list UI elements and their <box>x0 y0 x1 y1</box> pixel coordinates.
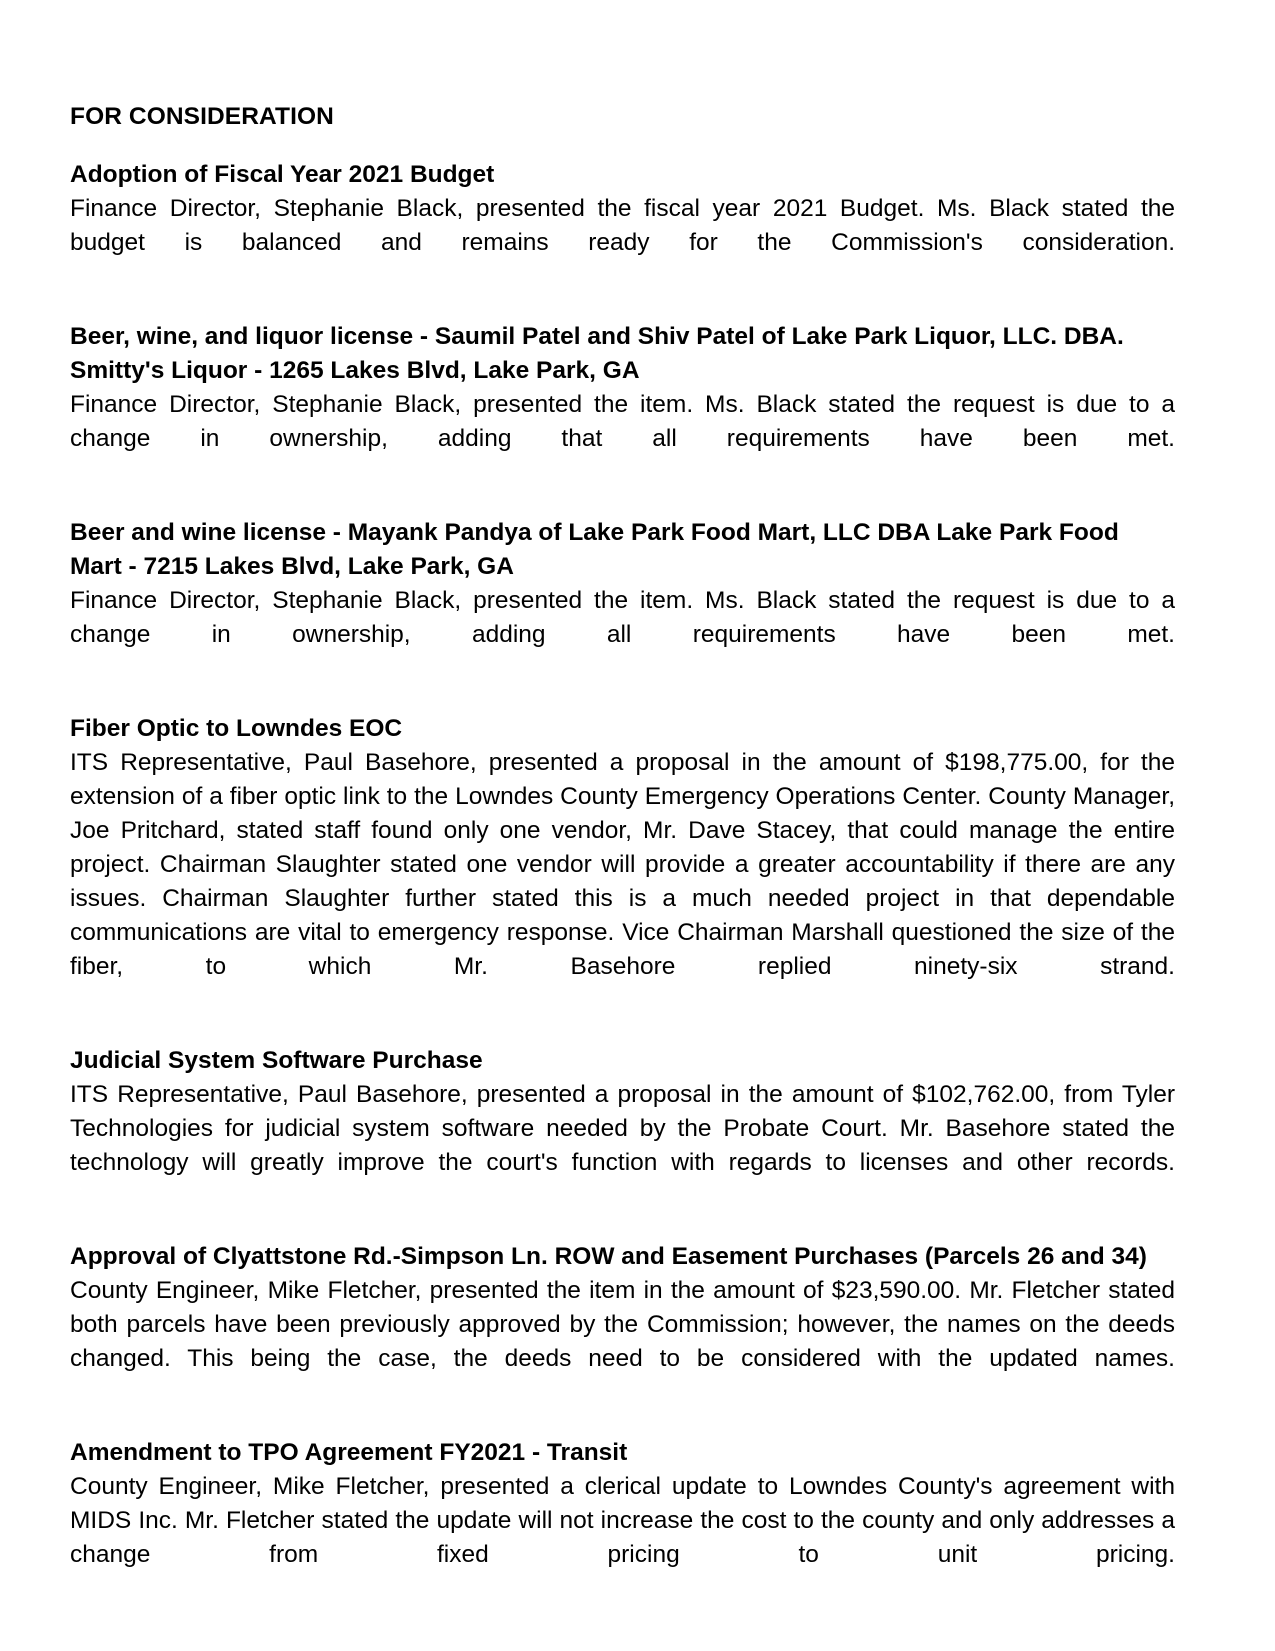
section-body: Finance Director, Stephanie Black, presented the fiscal year 2021 Budget. Ms. Black stated the budget is balanced and remains ready for the Commission's consideration. <box>70 195 1175 256</box>
section-body: ITS Representative, Paul Basehore, presented a proposal in the amount of $102,762.00, from Tyler Technologies for judicial system software needed by the Probate Court. Mr. Basehore stated the technology will greatly improve the court's function with regards to licenses and other records. <box>70 1081 1175 1176</box>
section-heading: Beer, wine, and liquor license - Saumil Patel and Shiv Patel of Lake Park Liquor, LLC. DBA. Smitty's Liquor - 1265 Lakes Blvd, Lake Park, GA <box>70 323 1124 384</box>
section-body: ITS Representative, Paul Basehore, presented a proposal in the amount of $198,775.00, for the extension of a fiber optic link to the Lowndes County Emergency Operations Center. County Manager, Joe Pritchard, stated staff found only one vendor, Mr. Dave Stacey, that could manage the entire project. Chairman Slaughter stated one vendor will provide a greater accountability if there are any issues. Chairman Slaughter further stated this is a much needed project in that dependable communications are vital to emergency response. Vice Chairman Marshall questioned the size of the fiber, to which Mr. Basehore replied ninety-six strand. <box>70 749 1175 980</box>
section-heading: Judicial System Software Purchase <box>70 1047 483 1074</box>
document-section <box>70 1044 1175 1214</box>
document-section <box>70 1240 1175 1410</box>
document-body <box>70 100 1175 1632</box>
section-body: County Engineer, Mike Fletcher, presented the item in the amount of $23,590.00. Mr. Fletcher stated both parcels have been previously approved by the Commission; however, the names on the deeds changed. This being the case, the deeds need to be considered with the updated names. <box>70 1277 1175 1372</box>
document-section <box>70 1436 1175 1606</box>
document-section <box>70 516 1175 686</box>
section-body: Finance Director, Stephanie Black, presented the item. Ms. Black stated the request is due to a change in ownership, adding that all requirements have been met. <box>70 391 1175 452</box>
document-section <box>70 712 1175 1018</box>
document-section <box>70 320 1175 490</box>
section-body: County Engineer, Mike Fletcher, presented a clerical update to Lowndes County's agreement with MIDS Inc. Mr. Fletcher stated the update will not increase the cost to the county and only addresses a change from fixed pricing to unit pricing. <box>70 1473 1175 1568</box>
document-section <box>70 158 1175 294</box>
section-heading: Fiber Optic to Lowndes EOC <box>70 715 403 742</box>
section-heading: Amendment to TPO Agreement FY2021 - Transit <box>70 1439 628 1466</box>
page-title: FOR CONSIDERATION <box>70 103 334 130</box>
section-heading: Approval of Clyattstone Rd.-Simpson Ln. ROW and Easement Purchases (Parcels 26 and 34) <box>70 1243 1147 1270</box>
section-heading: Beer and wine license - Mayank Pandya of Lake Park Food Mart, LLC DBA Lake Park Food Mart - 7215 Lakes Blvd, Lake Park, GA <box>70 519 1119 580</box>
section-body: Finance Director, Stephanie Black, presented the item. Ms. Black stated the request is due to a change in ownership, adding all requirements have been met. <box>70 587 1175 648</box>
section-heading: Adoption of Fiscal Year 2021 Budget <box>70 161 495 188</box>
